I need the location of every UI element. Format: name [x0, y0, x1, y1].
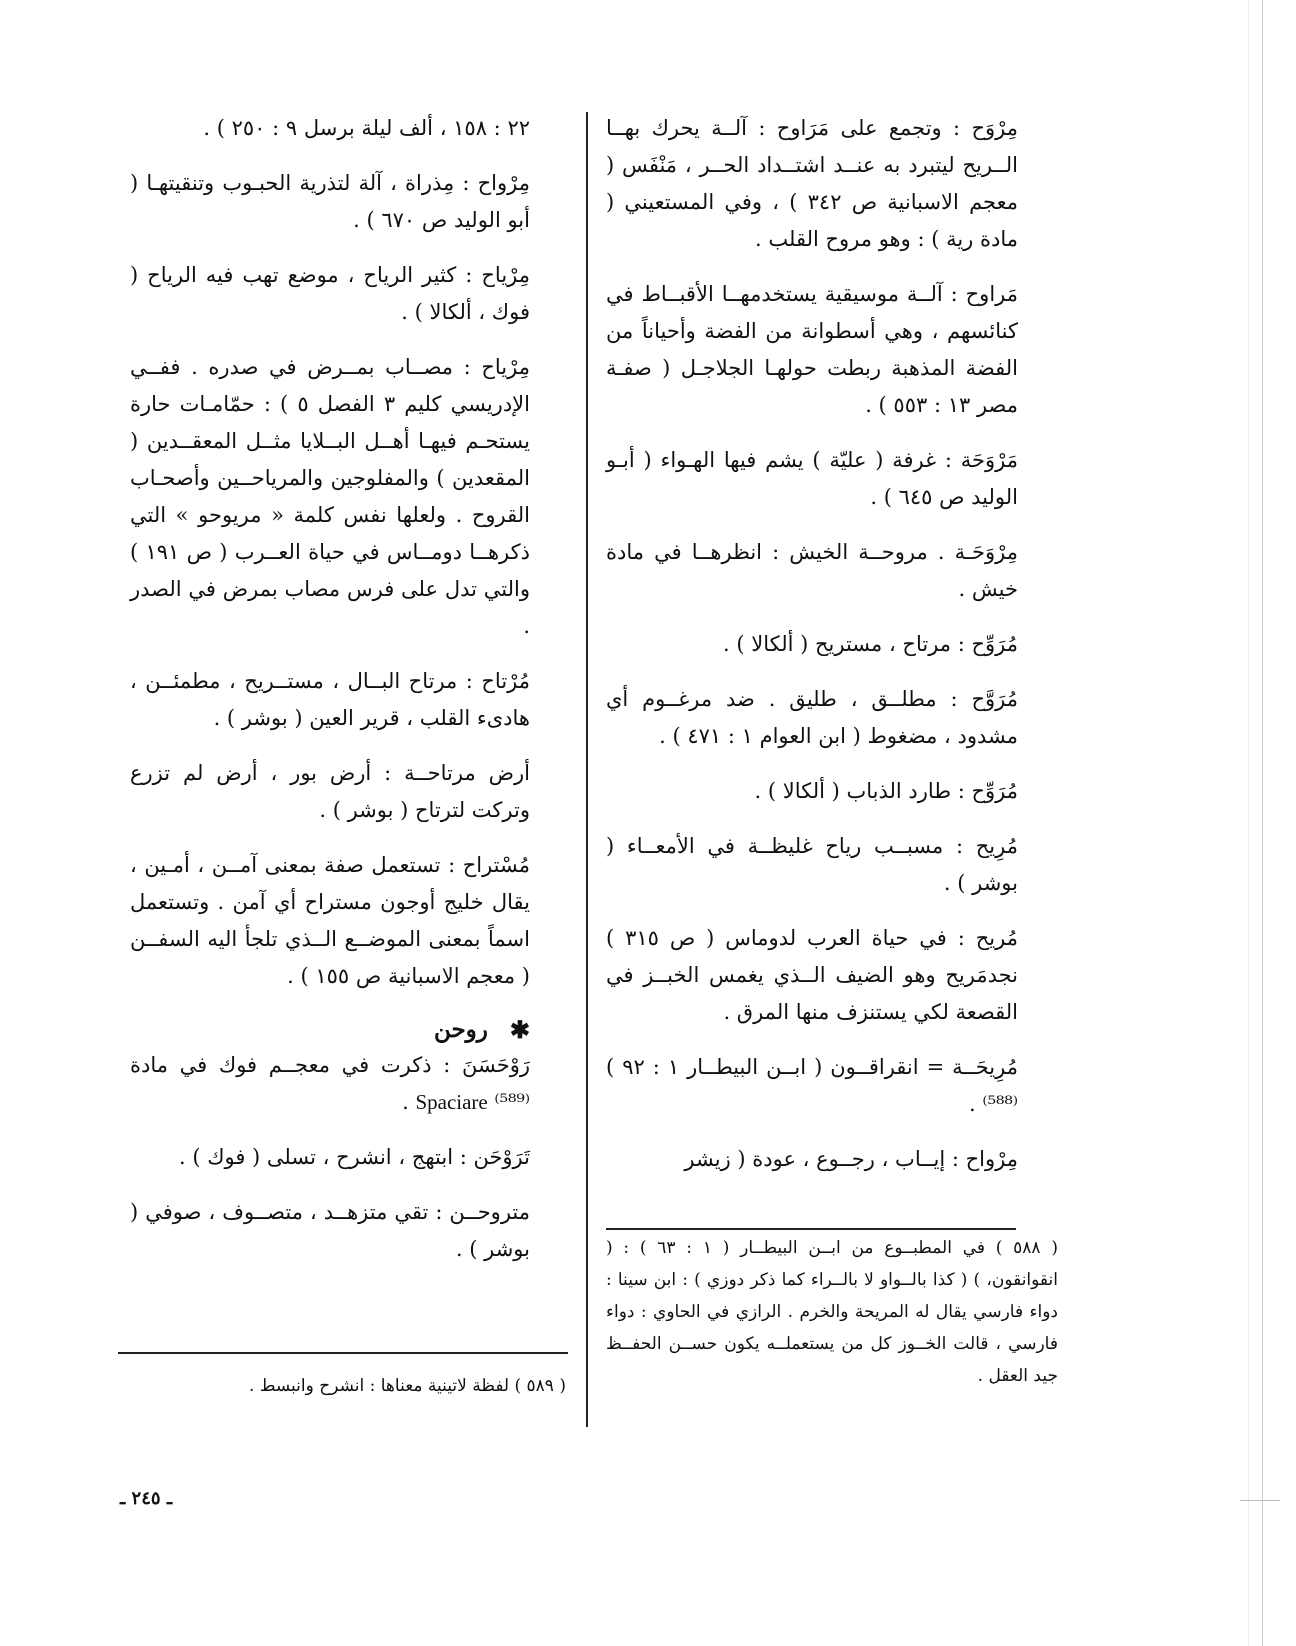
entry: مُرَوِّح : طارد الذباب ( ألكالا ) . [754, 779, 1018, 803]
entry: مَرْوَحَة : غرفة ( عليّة ) يشم فيها الهـواء ( أبـو الوليد ص ٦٤٥ ) . [606, 448, 1018, 509]
entry: متروحــن : تقي متزهــد ، متصــوف ، صوفي ( بوشر ) . [130, 1200, 530, 1261]
entry: مِرْوَحَـة . مروحــة الخيش : انظرهــا في مادة خيش . [606, 540, 1018, 601]
entry: مِرْواح : مِذراة ، آلة لتذرية الحبـوب وتنقيتهـا ( أبو الوليد ص ٦٧٠ ) . [130, 171, 530, 232]
scan-edge-line [1248, 0, 1249, 1646]
column-divider [586, 112, 588, 1427]
entry: مُرِيحَــة = انقراقــون ( ابــن البيطــار ١ : ٩٢ ) ⁽⁵⁸⁸⁾ . [606, 1055, 1018, 1116]
entry: مِرْياح : كثير الرياح ، موضع تهب فيه الرياح ( فوك ، ألكالا ) . [130, 263, 530, 324]
entry: مُسْتراح : تستعمل صفة بمعنى آمــن ، أمـين ، يقال خليج أوجون مستراح أي آمن . وتستعمل اسماً بمعنى الموضــع الــذي تلجأ اليه السفــن ( معجم الاسبانية ص ١٥٥ ) . [130, 853, 530, 988]
entry: مُريح : في حياة العرب لدوماس ( ص ٣١٥ ) نجدمَريح وهو الضيف الــذي يغمس الخبــز في القصعة لكي يستنزف منها المرق . [606, 926, 1018, 1024]
entry: مُرَوِّح : مرتاح ، مستريح ( ألكالا ) . [723, 632, 1018, 656]
entry: مُرِيح : مسبــب رياح غليظــة في الأمعــاء ( بوشر ) . [606, 834, 1018, 895]
entry: مِرْواح : إيــاب ، رجــوع ، عودة ( زيشر [684, 1147, 1018, 1171]
scan-edge-line [1262, 0, 1263, 1646]
entry: مِرْياح : مصــاب بمــرض في صدره . ففــي الإدريسي كليم ٣ الفصل ٥ ) : حمّامـات حارة يستحـم فيهـا أهــل البــلايا مثــل المعقــدين ( المقعدين ) والمفلوجين والمرياحــين وأصحـاب القروح . ولعلها نفس كلمة « مريوحو » التي ذكرهــا دومــاس في حياة العــرب ( ص ١٩١ ) والتي تدل على فرس مصاب بمرض في الصدر . [130, 355, 530, 638]
footnote-589: ( ٥٨٩ ) لفظة لاتينية معناها : انشرح وانبسط . [248, 1376, 566, 1396]
entry: مِرْوَح : وتجمع على مَرَاوح : آلــة يحرك بهــا الــريح ليتبرد به عنــد اشتــداد الحــر ، مَنْفَس ( معجم الاسبانية ص ٣٤٢ ) ، وفي المستعيني ( مادة رية ) : وهو مروح القلب . [606, 116, 1018, 251]
entry [130, 1047, 530, 1121]
entry-text: رَوْحَسَنَ : ذكرت في معجــم فوك في مادة [130, 1053, 530, 1077]
entry: تَرَوْحَن : ابتهج ، انشرح ، تسلى ( فوك ) . [178, 1145, 530, 1169]
asterisk-icon: ✱ [509, 1015, 530, 1044]
page-number: ـ ٢٤٥ ـ [120, 1488, 173, 1509]
footnote-ref: ⁽⁵⁸⁹⁾ . [402, 1090, 530, 1114]
left-column [130, 110, 530, 1286]
root-heading [130, 1013, 530, 1047]
root-word: روحن [433, 1016, 488, 1043]
latin-word: Spaciare [415, 1090, 488, 1114]
footnote-588: ( ٥٨٨ ) في المطبــوع من ابــن البيطــار ( ١ : ٦٣ ) : ( انقوانقون، ) ( كذا بالــواو لا بالــراء كما ذكر دوزي ) : ابن سينا : دواء فارسي يقال له المريحة والخرم . الرازي في الحاوي : دواء فارسي ، قالت الخــوز كل من يستعملــه يكون حســن الحفــظ جيد العقل . [606, 1238, 1058, 1386]
entry: أرض مرتاحــة : أرض بور ، أرض لم تزرع وتركت لترتاح ( بوشر ) . [130, 761, 530, 822]
entry: مُرَوَّح : مطلــق ، طليق . ضد مرغــوم أي مشدود ، مضغوط ( ابن العوام ١ : ٤٧١ ) . [606, 687, 1018, 748]
entry: مَراوح : آلــة موسيقية يستخدمهــا الأقبــاط في كنائسهم ، وهي أسطوانة من الفضة وأحياناً من الفضة المذهبة ربطت حولهـا الجلاجـل ( صفـة مصر ١٣ : ٥٥٣ ) . [606, 282, 1018, 417]
entry: ٢٢ : ١٥٨ ، ألف ليلة برسل ٩ : ٢٥٠ ) . [203, 116, 530, 140]
scan-mark [1240, 1500, 1280, 1501]
footnote-rule [118, 1352, 568, 1354]
right-column [606, 110, 1018, 1196]
footnote-rule [606, 1228, 1016, 1230]
entry: مُرْتاح : مرتاح البــال ، مستــريح ، مطمئــن ، هادىء القلب ، قرير العين ( بوشر ) . [130, 669, 530, 730]
